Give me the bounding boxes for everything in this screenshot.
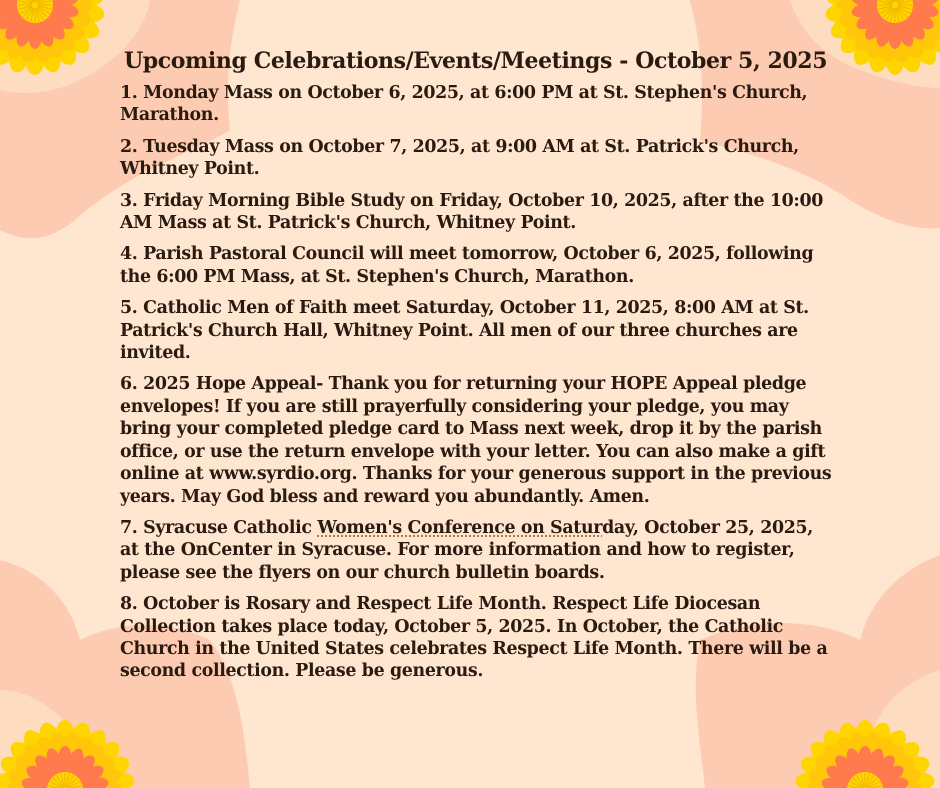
list-item: 5. Catholic Men of Faith meet Saturday, October 11, 2025, 8:00 AM at St. Patrick's Church Hall, Whitney Point. All men of our three churches are invited. (120, 298, 809, 364)
list-item: 8. October is Rosary and Respect Life Month. Respect Life Diocesan Collection takes place today, October 5, 2025. In October, the Catholic Church in the United States celebrates Respect Life Month. There will be a second collection. Please be generous. (120, 594, 828, 682)
list-item: 6. 2025 Hope Appeal- Thank you for returning your HOPE Appeal pledge envelopes! If you are still prayerfully considering your pledge, you may bring your completed pledge card to Mass next week, drop it by the parish office, or use the return envelope with your letter. You can also make a gift online at www.syrdio.org. Thanks for your generous support in the previous years. May God bless and reward you abundantly. Amen. (120, 374, 832, 507)
list-item: 3. Friday Morning Bible Study on Friday, October 10, 2025, after the 10:00 AM Mass at St. Patrick's Church, Whitney Point. (120, 190, 823, 234)
flower-dot (31, 1, 39, 9)
list-item (120, 517, 832, 584)
page-title: Upcoming Celebrations/Events/Meetings - October 5, 2025 (124, 48, 828, 74)
list-item: 2. Tuesday Mass on October 7, 2025, at 9:00 AM at St. Patrick's Church, Whitney Point. (120, 136, 799, 180)
item-text: day, October 25, 2025, at the OnCenter in Syracuse. For more information and how to register, please see the flyers on our church bulletin boards. (120, 517, 813, 583)
item-text: 7. Syracuse Catholic (120, 517, 318, 538)
announcement-panel (120, 44, 832, 692)
dotted-underline-text: Women's Conference on Satur (317, 517, 603, 538)
list-item: 4. Parish Pastoral Council will meet tomorrow, October 6, 2025, following the 6:00 PM Mass, at St. Stephen's Church, Marathon. (120, 244, 814, 287)
list-item: 1. Monday Mass on October 6, 2025, at 6:00 PM at St. Stephen's Church, Marathon. (120, 83, 808, 126)
flower-dot (891, 1, 899, 9)
